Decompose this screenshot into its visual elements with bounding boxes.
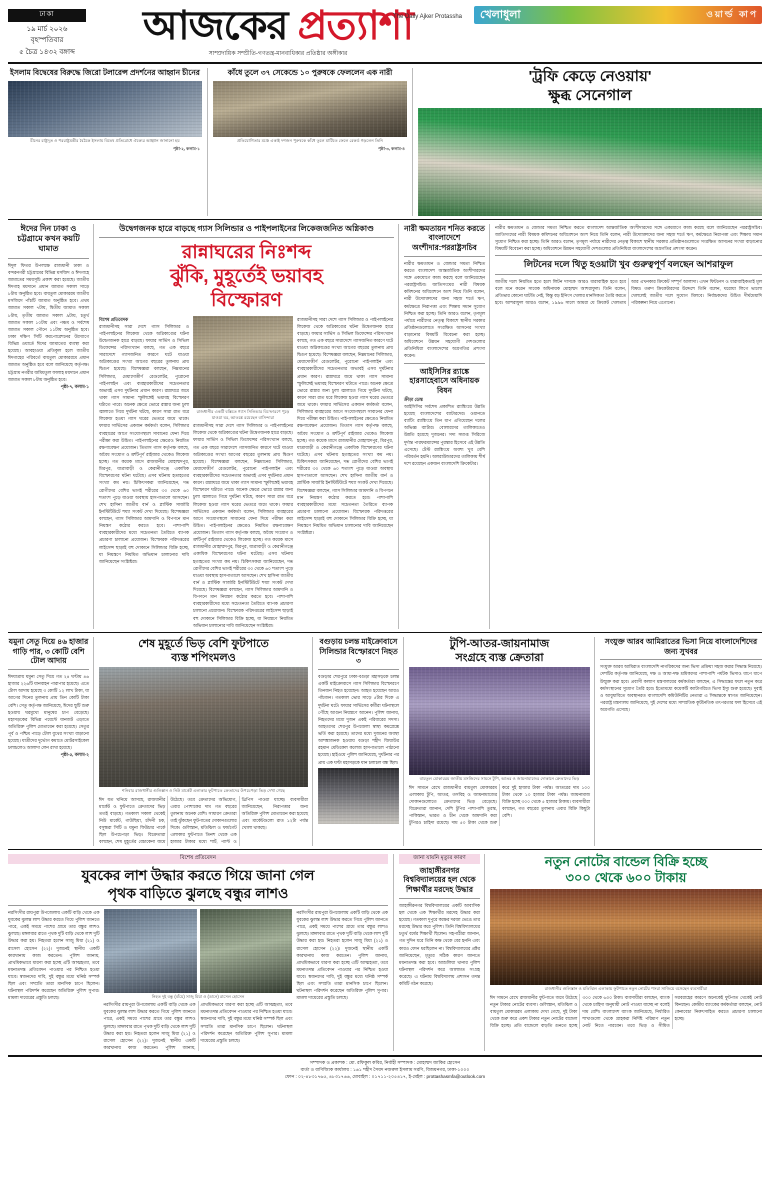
sports-banner-label: খেলাধুলা xyxy=(480,9,521,21)
victim-2-portrait-photo xyxy=(200,909,293,993)
left-teaser-1-byline: পৃষ্ঠা-৭, কলাম-১ xyxy=(60,383,89,389)
yamuna-bridge-headline: যমুনা সেতু দিয়ে ৪৬ হাজার গাড়ি পার, ৩ কোটি বেশি টোল আদায় xyxy=(8,636,89,666)
ju-kicker: জানা যায়নি মৃত্যুর কারণ xyxy=(399,854,480,864)
shopping-body: ঈদ যত ঘনিয়ে আসছে, রাজধানীর মার্কেট ও ফুটপাতে ক্রেতাদের ভিড় ততই বাড়ছে। গতকাল সকাল থেকেই নিউ মার্কেট, গাউছিয়া, চাঁদনী চক, বসুন্ধরা সিটি ও যমুনা ফিউচার পার্কে ছিল উপচেপড়া ভিড়। বিক্রেতারা বলছেন, শেষ মুহূর্তের বেচাকেনা জমে উঠেছে। তবে ক্রেতাদের অভিযোগ, এবার পোশাকের দাম গত বছরের তুলনায় অনেক বেশি। সাধারণ ক্রেতারা তাই ঝুঁকছেন ফুটপাতের দোকানগুলোর দিকে। গুলিস্তান, মতিঝিল ও ফার্মগেট এলাকার ফুটপাতে তিনশ থেকে এক হাজার টাকার মধ্যে শার্ট, প্যান্ট ও থ্রিপিস পাওয়া যাচ্ছে। ব্যবসায়ীরা জানিয়েছেন, নিরাপত্তার জন্য অতিরিক্ত পুলিশ মোতায়েন করা হয়েছে এবং মার্কেটগুলো রাত ১২টা পর্যন্ত খোলা থাকছে। xyxy=(99,796,308,845)
bogura-victim-portrait-photo xyxy=(318,768,399,824)
masthead-dateblock xyxy=(8,6,86,59)
lead-story-kicker: উদ্বেগজনক হারে বাড়ছে গ্যাস সিলিন্ডার ও পাইপলাইনের লিকেজজনিত অগ্নিকাণ্ড xyxy=(119,223,374,233)
new-currency-notes-photo xyxy=(490,889,762,985)
new-notes-photo-caption: রাজধানীর গুলিস্তান ও মতিঝিল এলাকায় ফুটপাতে নতুন নোটের পসরা সাজিয়ে বসেছেন ব্যবসায়ীরা xyxy=(544,986,708,992)
ju-headline: জাহাঙ্গীরনগর বিশ্ববিদ্যালয়ের হল থেকে শিক্ষার্থীর মরদেহ উদ্ধার xyxy=(403,865,476,895)
top-teaser-1-byline: পৃষ্ঠা-২, কলাম-১ xyxy=(173,146,200,152)
icc-ranking-headline: আইসিসির র‌্যাঙ্কে হারসাহেবাসে অধিনায়ক বিষন xyxy=(409,366,480,395)
bogura-body: বগুড়ার শেরপুরে ঢাকা-বগুড়া মহাসড়কে চলন্ত একটি মাইক্রোবাসে গ্যাস সিলিন্ডার বিস্ফোরণে তিনজন নিহত হয়েছেন। আহত হয়েছেন আরও পাঁচজন। গতকাল ভোর সাড়ে ৫টার দিকে এ দুর্ঘটনা ঘটে। ফায়ার সার্ভিসের কর্মীরা ঘটনাস্থলে পৌঁছে আগুন নিয়ন্ত্রণে আনেন। পুলিশ জানায়, নিহতদের মধ্যে দুজন একই পরিবারের সদস্য। আহতদের শেরপুর উপজেলা স্বাস্থ্য কমপ্লেক্সে ভর্তি করা হয়েছে। তাদের মধ্যে দুজনের অবস্থা আশঙ্কাজনক হওয়ায় বগুড়া শহীদ জিয়াউর রহমান মেডিকেল কলেজ হাসপাতালে পাঠানো হয়েছে। হাইওয়ে পুলিশ জানিয়েছে, দুর্ঘটনার পর প্রায় এক ঘণ্টা মহাসড়কে যান চলাচল বন্ধ ছিল। xyxy=(318,674,399,765)
sports-banner xyxy=(474,6,762,24)
litton-headline: লিটনের দলে থিতু হওয়াটা খুব গুরুত্বপূর্ণ বলছেন আশরাফুল xyxy=(523,259,734,269)
women-empowerment-story[interactable] xyxy=(404,224,490,629)
women-empowerment-headline: নারী ক্ষমতায়ন শনিত করতে বাংলাদেশে অংশীদার:পররাষ্ট্রসচিব xyxy=(404,223,485,252)
lead-headline-line1: রান্নাঘরের নিঃশব্দ xyxy=(181,242,312,264)
footer-line-1: সম্পাদক ও প্রকাশক : মো. রফিকুল কবির, নির্বাহী সম্পাদক : মোহাম্মদ জাকির হোসেন xyxy=(309,1060,461,1066)
logo-black-part: আজকের xyxy=(143,4,288,48)
two-friends-headline xyxy=(8,866,388,902)
cap-attar-shop-photo xyxy=(409,667,590,775)
uae-visa-story[interactable] xyxy=(600,637,762,846)
shopping-rush-story[interactable] xyxy=(99,637,313,846)
divider-below-top-strip xyxy=(8,219,762,220)
lead-story-body-col2: রাজধানীসহ সারা দেশে গ্যাস সিলিন্ডার ও পাইপলাইনের লিকেজ থেকে অগ্নিকাণ্ডের ঘটনা উদ্বেগজনক হারে বাড়ছে। ফায়ার সার্ভিস ও সিভিল ডিফেন্সের পরিসংখ্যান বলছে, গত এক বছরে সারাদেশে গ্যাসজনিত কারণে ঘটে যাওয়া অগ্নিকাণ্ডের সংখ্যা আগের বছরের তুলনায় প্রায় দ্বিগুণ হয়েছে। বিশেষজ্ঞরা বলছেন, নিম্নমানের সিলিন্ডার, মেয়াদোত্তীর্ণ রেগুলেটর, পুরোনো পাইপলাইন এবং ব্যবহারকারীদের সচেতনতার অভাবই এসব দুর্ঘটনার প্রধান কারণ। রান্নাঘরে জমে থাকা গ্যাস সামান্য স্ফুলিঙ্গেই ভয়াবহ বিস্ফোরণ ঘটাতে পারে। অনেক ক্ষেত্রে ভোরে রান্নার জন্য চুলা জ্বালাতে গিয়ে দুর্ঘটনা ঘটছে, কারণ সারা রাত ধরে লিকেজ হওয়া গ্যাস ঘরের ভেতরে জমে থাকে। ফায়ার সার্ভিসের একজন কর্মকর্তা বলেন, সিলিন্ডার ব্যবহারের আগে সংযোগস্থলে সাবানের ফেনা দিয়ে পরীক্ষা করা উচিত। পাইপলাইনের ক্ষেত্রেও নিয়মিত রক্ষণাবেক্ষণ প্রয়োজন। তিতাস গ্যাস কর্তৃপক্ষ বলছে, অবৈধ সংযোগ ও ত্রুটিপূর্ণ রাইজার থেকেও লিকেজ হচ্ছে। গত কয়েক মাসে রাজধানীর মোহাম্মদপুর, মিরপুর, যাত্রাবাড়ী ও কেরানীগঞ্জে একাধিক বিস্ফোরণের ঘটনা ঘটেছে। এসব ঘটনায় হতাহতের সংখ্যা কম নয়। চিকিৎসকরা জানিয়েছেন, দগ্ধ রোগীদের বেশির ভাগই শরীরের ৩০ থেকে ৬০ শতাংশ পুড়ে যাওয়া অবস্থায় হাসপাতালে আসছেন। শেখ হাসিনা জাতীয় বার্ন ও প্লাস্টিক সার্জারি ইনস্টিটিউটে শয্যা সংকট দেখা দিয়েছে। বিশেষজ্ঞরা বলছেন, গ্যাস সিলিন্ডার আমদানি ও বিপণনে মান নিয়ন্ত্রণ কঠোর করতে হবে। পাশাপাশি ব্যবহারকারীদের মধ্যে সচেতনতা তৈরিতে ব্যাপক প্রচারণা চালানো প্রয়োজন। বিস্ফোরক পরিদপ্তরের লাইসেন্স ছাড়াই বহু দোকানে সিলিন্ডার বিক্রি হচ্ছে, যা নিয়ন্ত্রণে নিয়মিত অভিযান চালানোর দাবি জানিয়েছেন সংশ্লিষ্টরা। xyxy=(193,423,293,628)
bogura-blast-story[interactable] xyxy=(318,637,404,846)
new-notes-story[interactable] xyxy=(490,854,762,1052)
top-strip xyxy=(8,68,762,216)
icc-ranking-body: আইসিসির সর্বশেষ প্রকাশিত র‌্যাঙ্কিংয়ে উন্নতি হয়েছে বাংলাদেশের ব্যাটারদের। ওয়ানডে ব্যাটিং র‌্যাঙ্কিংয়ে তিন ধাপ এগিয়েছেন দলের অভিজ্ঞ ব্যাটার। বোলারদের তালিকাতেও উন্নতি হয়েছে দুজনের। সদ্য সমাপ্ত সিরিজে দুর্দান্ত পারফরম্যান্সের পুরস্কার হিসেবে এই উন্নতি এসেছে। টেস্ট র‌্যাঙ্কিংয়ে অবশ্য খুব বেশি পরিবর্তন হয়নি। অলরাউন্ডারদের তালিকায় শীর্ষ দশে রয়েছেন একজন বাংলাদেশি ক্রিকেটার। xyxy=(404,403,485,466)
strongwoman-contest-photo xyxy=(213,81,407,137)
two-friends-headline-line2: পৃথক বাড়িতে ঝুলছে বন্ধুর লাশও xyxy=(107,884,289,901)
topi-headline-line1: টুপি-আতর-জায়নামাজ xyxy=(449,637,550,650)
ju-student-death-story[interactable] xyxy=(399,854,485,1052)
masthead xyxy=(8,6,762,64)
lead-story[interactable] xyxy=(99,224,399,629)
lead-headline-line3: বিস্ফোরণ xyxy=(211,289,282,311)
bogura-headline: বগুড়ায় চলন্ত মাইক্রোবাসে সিলিন্ডার বিস্ফোরণে নিহত ৩ xyxy=(319,636,398,666)
two-friends-headline-line1: যুবকের লাশ উদ্ধার করতে গিয়ে জানা গেল xyxy=(81,866,315,883)
two-friends-body-col3: নরসিংদীর রায়পুরা উপজেলায় একটি বাড়ি থেকে এক যুবকের ঝুলন্ত লাশ উদ্ধার করতে গিয়ে পুলিশ জানতে পারে, একই সময়ে পাশের গ্রামে তার বন্ধুর লাশও ঝুলছে। মঙ্গলবার রাতে পৃথক দুটি বাড়ি থেকে লাশ দুটি উদ্ধার করা হয়। নিহতরা হলেন সাজু মিয়া (২১) ও রাসেল হোসেন (২২)। দুজনেই স্থানীয় একটি কারখানায় কাজ করতেন। পুলিশ জানায়, প্রাথমিকভাবে ধারণা করা হচ্ছে এটি আত্মহত্যা, তবে ময়নাতদন্ত প্রতিবেদন পাওয়ার পর নিশ্চিত হওয়া যাবে। স্বজনদের দাবি, দুই বন্ধুর মধ্যে ঘনিষ্ঠ সম্পর্ক ছিল এবং সম্প্রতি তারা মানসিক চাপে ছিলেন। ঘটনাস্থল পরিদর্শন করেছেন অতিরিক্ত পুলিশ সুপার। মামলা দায়েরের প্রস্তুতি চলছে। xyxy=(296,909,389,1001)
page-footer xyxy=(8,1055,762,1081)
footpath-crowd-photo xyxy=(99,667,308,787)
masthead-logo xyxy=(86,6,470,59)
top-teaser-1[interactable] xyxy=(8,68,208,216)
sports-lead-headline-line2: ক্ষুব্ধ সেনেগাল xyxy=(548,86,632,104)
city-tag: ঢাকা xyxy=(8,9,86,22)
new-notes-headline-line1: নতুন নোটের বান্ডেল বিক্রি হচ্ছে xyxy=(544,853,708,869)
top-teaser-2-caption: প্রতিযোগিতার মঞ্চে একাই দশজন পুরুষকে কাঁধে তুলে মাটিতে ফেলে রেকর্ড গড়লেন তিনি xyxy=(237,137,383,143)
new-notes-headline xyxy=(490,854,762,888)
left-teaser-1-headline: ঈদের দিন ঢাকা ও চট্টগ্রামে কখন কয়টি ঘামাত xyxy=(17,223,80,254)
logo-english-name: The Daily Ajker Protassha xyxy=(392,14,462,20)
footer-line-3: ফোন : ০২-৪৮৩১৭৬৫, ৪৮৩১৭৬৬, মোবাইল : ০১৭১১-২০৫৪১৭, ই-মেইল : prottashasmfa@outlook.com xyxy=(284,1073,486,1079)
topi-headline-line2: সংগ্রহে ব্যস্ত ক্রেতারা xyxy=(455,652,544,665)
top-teaser-2-byline: পৃষ্ঠা-৩, কলাম-৪ xyxy=(378,146,405,152)
sports-lead-headline xyxy=(418,68,762,106)
gas-cylinder-fire-photo xyxy=(193,316,293,408)
ju-body: জাহাঙ্গীরনগর বিশ্ববিদ্যালয়ের একটি আবাসিক হল থেকে এক শিক্ষার্থীর মরদেহ উদ্ধার করা হয়েছে। গতকাল দুপুরে কক্ষের দরজা ভেঙে তার মরদেহ উদ্ধার করে পুলিশ। তিনি বিশ্ববিদ্যালয়ের চতুর্থ বর্ষের শিক্ষার্থী ছিলেন। সহপাঠীরা জানান, গত দুদিন ধরে তিনি কক্ষ থেকে বের হননি এবং কারও ফোন ধরছিলেন না। বিশ্ববিদ্যালয়ের প্রক্টর জানিয়েছেন, মৃত্যুর সঠিক কারণ জানতে ময়নাতদন্ত করা হবে। আশুলিয়া থানার পুলিশ ঘটনাস্থল পরিদর্শন করে আলামত সংগ্রহ করেছে। এ ঘটনায় বিশ্ববিদ্যালয় প্রশাসন তদন্ত কমিটি গঠন করেছে। xyxy=(399,902,480,987)
footer-line-2: বার্তা ও বাণিজ্যিক কার্যালয় : ১৬১ শহীদ সৈয়দ নজরুল ইসলাম সরণি, বিজয়নগর, ঢাকা-১০০০ xyxy=(300,1066,470,1072)
uae-visa-headline: সংযুক্ত আরব আমিরাতের ভিসা নিয়ে বাংলাদেশিদের জন্য সুখবর xyxy=(604,636,758,656)
lead-story-body-col3: রাজধানীসহ সারা দেশে গ্যাস সিলিন্ডার ও পাইপলাইনের লিকেজ থেকে অগ্নিকাণ্ডের ঘটনা উদ্বেগজনক হারে বাড়ছে। ফায়ার সার্ভিস ও সিভিল ডিফেন্সের পরিসংখ্যান বলছে, গত এক বছরে সারাদেশে গ্যাসজনিত কারণে ঘটে যাওয়া অগ্নিকাণ্ডের সংখ্যা আগের বছরের তুলনায় প্রায় দ্বিগুণ হয়েছে। বিশেষজ্ঞরা বলছেন, নিম্নমানের সিলিন্ডার, মেয়াদোত্তীর্ণ রেগুলেটর, পুরোনো পাইপলাইন এবং ব্যবহারকারীদের সচেতনতার অভাবই এসব দুর্ঘটনার প্রধান কারণ। রান্নাঘরে জমে থাকা গ্যাস সামান্য স্ফুলিঙ্গেই ভয়াবহ বিস্ফোরণ ঘটাতে পারে। অনেক ক্ষেত্রে ভোরে রান্নার জন্য চুলা জ্বালাতে গিয়ে দুর্ঘটনা ঘটছে, কারণ সারা রাত ধরে লিকেজ হওয়া গ্যাস ঘরের ভেতরে জমে থাকে। ফায়ার সার্ভিসের একজন কর্মকর্তা বলেন, সিলিন্ডার ব্যবহারের আগে সংযোগস্থলে সাবানের ফেনা দিয়ে পরীক্ষা করা উচিত। পাইপলাইনের ক্ষেত্রেও নিয়মিত রক্ষণাবেক্ষণ প্রয়োজন। তিতাস গ্যাস কর্তৃপক্ষ বলছে, অবৈধ সংযোগ ও ত্রুটিপূর্ণ রাইজার থেকেও লিকেজ হচ্ছে। গত কয়েক মাসে রাজধানীর মোহাম্মদপুর, মিরপুর, যাত্রাবাড়ী ও কেরানীগঞ্জে একাধিক বিস্ফোরণের ঘটনা ঘটেছে। এসব ঘটনায় হতাহতের সংখ্যা কম নয়। চিকিৎসকরা জানিয়েছেন, দগ্ধ রোগীদের বেশির ভাগই শরীরের ৩০ থেকে ৬০ শতাংশ পুড়ে যাওয়া অবস্থায় হাসপাতালে আসছেন। শেখ হাসিনা জাতীয় বার্ন ও প্লাস্টিক সার্জারি ইনস্টিটিউটে শয্যা সংকট দেখা দিয়েছে। বিশেষজ্ঞরা বলছেন, গ্যাস সিলিন্ডার আমদানি ও বিপণনে মান নিয়ন্ত্রণ কঠোর করতে হবে। পাশাপাশি ব্যবহারকারীদের মধ্যে সচেতনতা তৈরিতে ব্যাপক প্রচারণা চালানো প্রয়োজন। বিস্ফোরক পরিদপ্তরের লাইসেন্স ছাড়াই বহু দোকানে সিলিন্ডার বিক্রি হচ্ছে, যা নিয়ন্ত্রণে নিয়মিত অভিযান চালানোর দাবি জানিয়েছেন সংশ্লিষ্টরা। xyxy=(297,316,393,536)
lead-story-body-col1: রাজধানীসহ সারা দেশে গ্যাস সিলিন্ডার ও পাইপলাইনের লিকেজ থেকে অগ্নিকাণ্ডের ঘটনা উদ্বেগজনক হারে বাড়ছে। ফায়ার সার্ভিস ও সিভিল ডিফেন্সের পরিসংখ্যান বলছে, গত এক বছরে সারাদেশে গ্যাসজনিত কারণে ঘটে যাওয়া অগ্নিকাণ্ডের সংখ্যা আগের বছরের তুলনায় প্রায় দ্বিগুণ হয়েছে। বিশেষজ্ঞরা বলছেন, নিম্নমানের সিলিন্ডার, মেয়াদোত্তীর্ণ রেগুলেটর, পুরোনো পাইপলাইন এবং ব্যবহারকারীদের সচেতনতার অভাবই এসব দুর্ঘটনার প্রধান কারণ। রান্নাঘরে জমে থাকা গ্যাস সামান্য স্ফুলিঙ্গেই ভয়াবহ বিস্ফোরণ ঘটাতে পারে। অনেক ক্ষেত্রে ভোরে রান্নার জন্য চুলা জ্বালাতে গিয়ে দুর্ঘটনা ঘটছে, কারণ সারা রাত ধরে লিকেজ হওয়া গ্যাস ঘরের ভেতরে জমে থাকে। ফায়ার সার্ভিসের একজন কর্মকর্তা বলেন, সিলিন্ডার ব্যবহারের আগে সংযোগস্থলে সাবানের ফেনা দিয়ে পরীক্ষা করা উচিত। পাইপলাইনের ক্ষেত্রেও নিয়মিত রক্ষণাবেক্ষণ প্রয়োজন। তিতাস গ্যাস কর্তৃপক্ষ বলছে, অবৈধ সংযোগ ও ত্রুটিপূর্ণ রাইজার থেকেও লিকেজ হচ্ছে। গত কয়েক মাসে রাজধানীর মোহাম্মদপুর, মিরপুর, যাত্রাবাড়ী ও কেরানীগঞ্জে একাধিক বিস্ফোরণের ঘটনা ঘটেছে। এসব ঘটনায় হতাহতের সংখ্যা কম নয়। চিকিৎসকরা জানিয়েছেন, দগ্ধ রোগীদের বেশির ভাগই শরীরের ৩০ থেকে ৬০ শতাংশ পুড়ে যাওয়া অবস্থায় হাসপাতালে আসছেন। শেখ হাসিনা জাতীয় বার্ন ও প্লাস্টিক সার্জারি ইনস্টিটিউটে শয্যা সংকট দেখা দিয়েছে। বিশেষজ্ঞরা বলছেন, গ্যাস সিলিন্ডার আমদানি ও বিপণনে মান নিয়ন্ত্রণ কঠোর করতে হবে। পাশাপাশি ব্যবহারকারীদের মধ্যে সচেতনতা তৈরিতে ব্যাপক প্রচারণা চালানো প্রয়োজন। বিস্ফোরক পরিদপ্তরের লাইসেন্স ছাড়াই বহু দোকানে সিলিন্ডার বিক্রি হচ্ছে, যা নিয়ন্ত্রণে নিয়মিত অভিযান চালানোর দাবি জানিয়েছেন সংশ্লিষ্টরা। xyxy=(99,323,189,564)
top-teaser-1-caption: চীনের রাষ্ট্রদূত ও পররাষ্ট্রমন্ত্রীর বৈঠকে ইসলাম বিদ্বেষ প্রতিরোধে ঐক্যের আহ্বান জানানো হয় xyxy=(30,137,180,143)
top-teaser-2-headline: কাঁধে তুলে ৩৭ সেকেন্ডে ১০ পুরুষকে ফেললেন এক নারী xyxy=(227,68,393,77)
second-band xyxy=(8,637,762,846)
lead-story-photo-caption: রাজধানীর একটি বস্তিতে গ্যাস সিলিন্ডার বিস্ফোরণে পুড়ে যাওয়া ঘর, আতঙ্কে রয়েছেন বাসিন্দারা xyxy=(196,408,290,420)
top-teaser-1-headline: ইসলাম বিদ্বেষের বিরুদ্ধে জিরো টলারেন্স প্রদর্শনের আহ্বান চীনের xyxy=(10,68,200,77)
shopping-headline xyxy=(99,637,308,666)
yamuna-bridge-byline: পৃষ্ঠা-৫, কলাম-২ xyxy=(60,752,89,758)
left-rail xyxy=(8,224,94,629)
masthead-tagline: সাম্প্রদায়িক সম্প্রীতি-গণতন্ত্র-মানবাধিকার প্রতিষ্ঠার অঙ্গীকার xyxy=(208,51,348,57)
logo-red-part: প্রত্যাশা xyxy=(297,4,413,48)
lead-story-headline xyxy=(99,241,394,312)
two-friends-photo-caption: নিহত দুই বন্ধু (বাঁয়ে) সাজু মিয়া ও (ডানে) রাসেল হোসেন xyxy=(151,993,245,999)
litton-body: জাতীয় দলে নিয়মিত হতে হলে লিটন দাসকে আরও ধারাবাহিক হতে হবে বলে মনে করেন সাবেক অধিনায়ক মোহাম্মদ আশরাফুল। তিনি বলেন, প্রতিভার কোনো ঘাটতি নেই, কিন্তু বড় ইনিংস খেলার মানসিকতা তৈরি করতে হবে। আশরাফুল আরও বলেন, ১৯৯৬ সালে আমরা যে ক্রিকেট খেলতাম আর এখনকার ক্রিকেট সম্পূর্ণ আলাদা। এখন ফিটনেস ও ধারাবাহিকতাই মূল বিষয়। তরুণ ক্রিকেটারদের উদ্দেশে তিনি বলেন, ঘরোয়া লিগে ভালো খেললেই জাতীয় দলে সুযোগ মিলবে। নির্বাচকদের উচিত দীর্ঘমেয়াদি পরিকল্পনা নিয়ে এগোনো। xyxy=(495,278,762,306)
sports-lead-story[interactable] xyxy=(418,68,762,216)
two-friends-body-col1: নরসিংদীর রায়পুরা উপজেলায় একটি বাড়ি থেকে এক যুবকের ঝুলন্ত লাশ উদ্ধার করতে গিয়ে পুলিশ জানতে পারে, একই সময়ে পাশের গ্রামে তার বন্ধুর লাশও ঝুলছে। মঙ্গলবার রাতে পৃথক দুটি বাড়ি থেকে লাশ দুটি উদ্ধার করা হয়। নিহতরা হলেন সাজু মিয়া (২১) ও রাসেল হোসেন (২২)। দুজনেই স্থানীয় একটি কারখানায় কাজ করতেন। পুলিশ জানায়, প্রাথমিকভাবে ধারণা করা হচ্ছে এটি আত্মহত্যা, তবে ময়নাতদন্ত প্রতিবেদন পাওয়ার পর নিশ্চিত হওয়া যাবে। স্বজনদের দাবি, দুই বন্ধুর মধ্যে ঘনিষ্ঠ সম্পর্ক ছিল এবং সম্প্রতি তারা মানসিক চাপে ছিলেন। ঘটনাস্থল পরিদর্শন করেছেন অতিরিক্ত পুলিশ সুপার। মামলা দায়েরের প্রস্তুতি চলছে। xyxy=(8,909,100,1001)
lead-story-byline: বিশেষ প্রতিবেদক xyxy=(99,316,129,322)
main-band xyxy=(8,224,762,629)
date-line-2: বৃহস্পতিবার xyxy=(30,37,64,44)
shopping-headline-line2: ব্যস্ত শপিংমলও xyxy=(171,652,236,665)
logo-text xyxy=(86,6,470,46)
litton-story[interactable] xyxy=(495,224,762,629)
sports-lead-headline-line1: 'ট্রফি কেড়ে নেওয়ায়' xyxy=(528,68,652,85)
divider-below-main-band xyxy=(8,632,762,633)
top-teaser-2[interactable] xyxy=(213,68,413,216)
date-line-1: ১৯ মার্চ ২০২৬ xyxy=(26,25,68,33)
litton-preface: নারীর ক্ষমতায়ন ও জেন্ডার সমতা নিশ্চিত করতে বাংলাদেশ আন্তর্জাতিক অংশীদারদের সঙ্গে একযোগে কাজ করছে বলে জানিয়েছেন পররাষ্ট্রসচিব। জাতিসংঘের নারী বিষয়ক কমিশনের অধিবেশনে অংশ নিয়ে তিনি বলেন, নারী উদ্যোক্তাদের জন্য সহজ শর্তে ঋণ, কর্মক্ষেত্রে নিরাপত্তা এবং শিক্ষায় সমান সুযোগ নিশ্চিত করা হচ্ছে। তিনি আরও বলেন, তৃণমূল পর্যায়ে নারীদের নেতৃত্ব বিকাশে স্থানীয় সরকার প্রতিষ্ঠানগুলোতে সংরক্ষিত আসনের সংখ্যা বাড়ানোর বিষয়টি বিবেচনা করা হচ্ছে। অধিবেশনে উন্নয়ন সহযোগী দেশগুলোর প্রতিনিধিরা বাংলাদেশের অগ্রগতির প্রশংসা করেন। xyxy=(495,224,762,251)
special-report-kicker: বিশেষ প্রতিবেদন xyxy=(8,854,388,864)
left-teaser-1-body: ঈদুল ফিতর উপলক্ষে রাজধানী ঢাকা ও বন্দরনগরী চট্টগ্রামের বিভিন্ন মসজিদ ও ঈদগাহে জামাতের সময়সূচি প্রকাশ করা হয়েছে। জাতীয় ঈদগাহ ময়দানে প্রধান জামাত সকাল সাড়ে ৮টায় অনুষ্ঠিত হবে। বায়তুল মোকাররম জাতীয় মসজিদে পাঁচটি জামাত অনুষ্ঠিত হবে। প্রথম জামাত সকাল ৭টায়, দ্বিতীয় জামাত সকাল ৮টায়, তৃতীয় জামাত সকাল ৯টায়, চতুর্থ জামাত সকাল ১০টায় এবং পঞ্চম ও সর্বশেষ জামাত সকাল পৌনে ১১টায় অনুষ্ঠিত হবে। ঢাকা দক্ষিণ সিটি করপোরেশনের উদ্যোগে বিভিন্ন ওয়ার্ডে ঈদের জামাতের ব্যবস্থা করা হয়েছে। আবহাওয়া প্রতিকূল হলে জাতীয় ঈদগাহের পরিবর্তে বায়তুল মোকাররমে প্রধান জামাত অনুষ্ঠিত হবে বলে জানিয়েছে কর্তৃপক্ষ। চট্টগ্রাম নগরীর জমিয়তুল ফালাহ ময়দানে প্রধান জামাত সকাল ৮টায় অনুষ্ঠিত হবে। xyxy=(8,262,89,382)
topi-atar-story[interactable] xyxy=(409,637,595,846)
women-empowerment-body: নারীর ক্ষমতায়ন ও জেন্ডার সমতা নিশ্চিত করতে বাংলাদেশ আন্তর্জাতিক অংশীদারদের সঙ্গে একযোগে কাজ করছে বলে জানিয়েছেন পররাষ্ট্রসচিব। জাতিসংঘের নারী বিষয়ক কমিশনের অধিবেশনে অংশ নিয়ে তিনি বলেন, নারী উদ্যোক্তাদের জন্য সহজ শর্তে ঋণ, কর্মক্ষেত্রে নিরাপত্তা এবং শিক্ষায় সমান সুযোগ নিশ্চিত করা হচ্ছে। তিনি আরও বলেন, তৃণমূল পর্যায়ে নারীদের নেতৃত্ব বিকাশে স্থানীয় সরকার প্রতিষ্ঠানগুলোতে সংরক্ষিত আসনের সংখ্যা বাড়ানোর বিষয়টি বিবেচনা করা হচ্ছে। অধিবেশনে উন্নয়ন সহযোগী দেশগুলোর প্রতিনিধিরা বাংলাদেশের অগ্রগতির প্রশংসা করেন। xyxy=(404,260,485,359)
sports-banner-sub: ওয়ার্ল্ড কাপ xyxy=(706,9,758,19)
topi-headline xyxy=(409,637,590,666)
sports-banner-title xyxy=(474,6,762,24)
yamuna-bridge-body: ঈদযাত্রায় যমুনা সেতু দিয়ে গত ২৪ ঘণ্টায় ৪৬ হাজার ২২৬টি যানবাহন পারাপার হয়েছে। এতে টোল আদায় হয়েছে ৩ কোটি ১২ লাখ টাকা, যা আগের দিনের তুলনায় প্রায় তিন কোটি টাকা বেশি। সেতু কর্তৃপক্ষ জানিয়েছে, ঈদের ছুটি শুরু হওয়ায় ঘরমুখো মানুষের চাপ বেড়েছে। মহাসড়কের বিভিন্ন পয়েন্টে যানজট এড়াতে অতিরিক্ত পুলিশ মোতায়েন করা হয়েছে। সেতুর পূর্ব ও পশ্চিম পাড়ে টোল বুথের সংখ্যা বাড়ানো হয়েছে। যাত্রীদের দুর্ভোগ কমাতে মোটরসাইকেল চলাচলেও আলাদা লেন রাখা হয়েছে। xyxy=(8,674,89,751)
uae-visa-body: সংযুক্ত আরব আমিরাত বাংলাদেশি নাগরিকদের জন্য ভিসা প্রক্রিয়া সহজ করার সিদ্ধান্ত নিয়েছে। দেশটির কর্তৃপক্ষ জানিয়েছে, দক্ষ ও আধা-দক্ষ শ্রমিকদের পাশাপাশি পর্যটক ভিসাও ধাপে ধাপে উন্মুক্ত করা হবে। প্রবাসী কল্যাণ মন্ত্রণালয়ের কর্মকর্তারা বলছেন, এ সিদ্ধান্তের ফলে নতুন করে কর্মসংস্থানের সুযোগ তৈরি হবে। ইতোমধ্যে কয়েকটি ক্যাটাগরিতে ভিসা ইস্যু শুরু হয়েছে। দুবাই ও আবুধাবিতে অবস্থানরত বাংলাদেশি কমিউনিটির নেতারা এ সিদ্ধান্তকে স্বাগত জানিয়েছেন। পররাষ্ট্র মন্ত্রণালয় জানিয়েছে, দুই দেশের মধ্যে সাম্প্রতিক কূটনৈতিক তৎপরতার ফল হিসেবে এই অগ্রগতি এসেছে। xyxy=(600,664,762,713)
bottom-band xyxy=(8,854,762,1052)
icc-ranking-byline: ক্রীড়া ডেস্ক xyxy=(404,396,423,402)
two-friends-body-col2: নরসিংদীর রায়পুরা উপজেলায় একটি বাড়ি থেকে এক যুবকের ঝুলন্ত লাশ উদ্ধার করতে গিয়ে পুলিশ জানতে পারে, একই সময়ে পাশের গ্রামে তার বন্ধুর লাশও ঝুলছে। মঙ্গলবার রাতে পৃথক দুটি বাড়ি থেকে লাশ দুটি উদ্ধার করা হয়। নিহতরা হলেন সাজু মিয়া (২১) ও রাসেল হোসেন (২২)। দুজনেই স্থানীয় একটি কারখানায় কাজ করতেন। পুলিশ জানায়, প্রাথমিকভাবে ধারণা করা হচ্ছে এটি আত্মহত্যা, তবে ময়নাতদন্ত প্রতিবেদন পাওয়ার পর নিশ্চিত হওয়া যাবে। স্বজনদের দাবি, দুই বন্ধুর মধ্যে ঘনিষ্ঠ সম্পর্ক ছিল এবং সম্প্রতি তারা মানসিক চাপে ছিলেন। ঘটনাস্থল পরিদর্শন করেছেন অতিরিক্ত পুলিশ সুপার। মামলা দায়েরের প্রস্তুতি চলছে। xyxy=(103,1002,293,1050)
topi-photo-caption: বায়তুল মোকাররম জাতীয় মসজিদের সামনে টুপি, আতর ও জায়নামাজের দোকানে ক্রেতাদের ভিড় xyxy=(419,776,580,782)
shopping-photo-caption: শনিবার রাজধানীর গুলিস্তান ও নিউ মার্কেট এলাকার ফুটপাতে ক্রেতাদের উপচেপড়া ভিড় দেখা গেছে xyxy=(122,788,285,794)
two-friends-death-story[interactable] xyxy=(8,854,394,1052)
senegal-team-trophy-photo xyxy=(418,108,762,216)
victim-1-portrait-photo xyxy=(104,909,197,993)
lead-headline-line2: ঝুঁকি, মুহূর্তেই ভয়াবহ xyxy=(170,266,323,288)
date-line-3: ৫ চৈত্র ১৪৩২ বঙ্গাব্দ xyxy=(19,48,75,56)
new-notes-headline-line2: ৩০০ থেকে ৬০০ টাকায় xyxy=(565,870,687,886)
new-notes-body: ঈদ সামনে রেখে রাজধানীর ফুটপাতে জমে উঠেছে নতুন টাকার নোটের ব্যবসা। গুলিস্তান, মতিঝিল ও বায়তুল মোকাররম এলাকায় দেখা গেছে, দুই টাকা থেকে শুরু করে একশ টাকার নতুন নোটের বান্ডেল বিক্রি হচ্ছে। প্রতি বান্ডেলে বাড়তি গুনতে হচ্ছে ৩০০ থেকে ৬০০ টাকা। ব্যবসায়ীরা বলছেন, ব্যাংক থেকে চাহিদা অনুযায়ী নোট পাওয়া যাচ্ছে না বলেই দাম বেশি। বাংলাদেশ ব্যাংক জানিয়েছে, নির্ধারিত শাখাগুলো থেকে গ্রাহকরা নির্দিষ্ট পরিমাণ নতুন নোট নিতে পারবেন। তবে ভিড় ও সীমিত সরবরাহের কারণে অনেকেই ফুটপাত থেকেই নোট কিনছেন। কেন্দ্রীয় ব্যাংকের কর্মকর্তারা বলছেন, নোট কেনাবেচা নিরুৎসাহিত করতে প্রচারণা চালানো হচ্ছে। xyxy=(490,994,762,1029)
topi-body: ঈদ সামনে রেখে রাজধানীর বায়তুল মোকাররম এলাকায় টুপি, আতর, তসবিহ ও জায়নামাজের দোকানগুলোতে ক্রেতাদের ভিড় বেড়েছে। বিক্রেতারা জানান, দেশি টুপির পাশাপাশি তুরস্ক, পাকিস্তান, ভারত ও চীন থেকে আমদানি করা টুপিরও চাহিদা রয়েছে। দাম ৫০ টাকা থেকে শুরু করে দুই হাজার টাকা পর্যন্ত। আতরের দাম ১০০ টাকা থেকে ১০ হাজার টাকা পর্যন্ত। জায়নামাজ বিক্রি হচ্ছে ৩০০ থেকে ৫ হাজার টাকায়। ব্যবসায়ীরা বলছেন, গত বছরের তুলনায় এবার বিক্রি কিছুটা বেশি। xyxy=(409,784,590,826)
two-officials-photo xyxy=(8,81,202,137)
shopping-headline-line1: শেষ মুহূর্তে ভিড় বেশি ফুটপাতে xyxy=(138,637,269,650)
divider-below-second-band xyxy=(8,849,762,850)
yamuna-bridge-story[interactable] xyxy=(8,637,94,846)
